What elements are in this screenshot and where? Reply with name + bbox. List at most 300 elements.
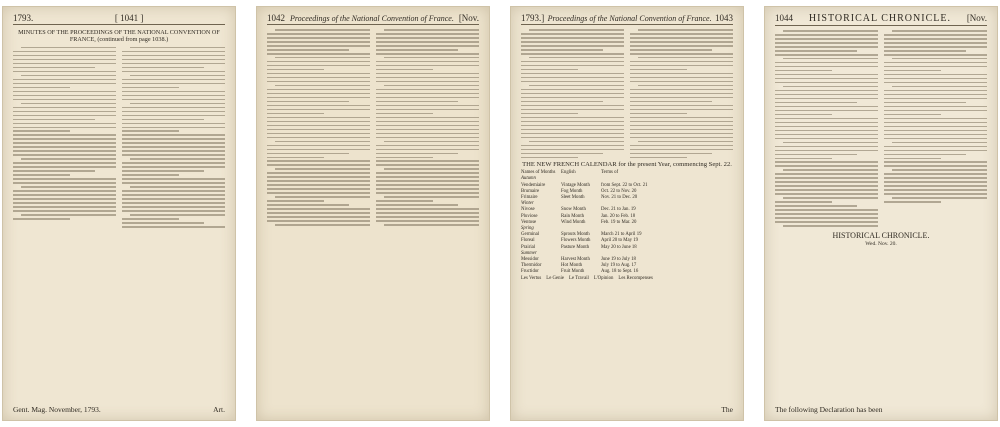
calendar-dates: Nov. 21 to Dec. 20 [601, 194, 638, 200]
page-footer [775, 405, 987, 414]
text-line [630, 97, 733, 99]
text-line [122, 190, 225, 192]
text-line [122, 142, 225, 144]
text-line [275, 29, 370, 31]
page-number: 1044 [775, 13, 793, 23]
text-line [775, 130, 878, 132]
page-number: [ 1041 ] [114, 13, 144, 23]
text-line [521, 101, 603, 103]
text-line [13, 206, 116, 208]
text-line [884, 110, 987, 112]
text-line [376, 188, 479, 190]
text-line [13, 178, 116, 180]
text-line [884, 78, 987, 80]
text-line [630, 49, 712, 51]
text-line [630, 133, 733, 135]
text-line [13, 71, 116, 73]
text-line [775, 38, 878, 40]
text-line [122, 210, 225, 212]
text-line [122, 79, 225, 81]
calendar-dates: Oct. 22 to Nov. 20 [601, 188, 637, 194]
text-line [130, 47, 225, 49]
calendar-english: Rain Month [561, 213, 585, 219]
text-line [630, 121, 733, 123]
text-line [13, 134, 116, 136]
text-line [775, 205, 857, 207]
text-line [13, 130, 70, 132]
calendar-english: Vintage Month [561, 182, 590, 188]
text-line [775, 66, 878, 68]
text-line [775, 122, 878, 124]
text-line [275, 57, 370, 59]
text-line [884, 62, 987, 64]
text-line [267, 145, 370, 147]
page-1044 [764, 6, 998, 421]
text-line [267, 121, 370, 123]
text-line [376, 172, 479, 174]
text-line [21, 186, 116, 188]
page-footer [13, 405, 225, 414]
text-line [529, 85, 624, 87]
text-line [884, 189, 987, 191]
text-line [122, 194, 225, 196]
text-line [884, 94, 987, 96]
text-line [376, 117, 479, 119]
text-line [376, 212, 479, 214]
text-line [267, 37, 370, 39]
text-line [892, 142, 987, 144]
text-line [130, 186, 225, 188]
text-line [376, 101, 458, 103]
text-columns [521, 29, 733, 158]
text-line [521, 77, 624, 79]
text-line [884, 150, 987, 152]
calendar-col-header: Names of Months [521, 170, 556, 176]
text-line [521, 113, 578, 115]
text-line [775, 185, 878, 187]
text-line [21, 75, 116, 77]
text-line [775, 94, 878, 96]
text-line [376, 200, 433, 202]
text-line [376, 145, 479, 147]
text-line [376, 153, 458, 155]
text-line [122, 134, 225, 136]
text-line [775, 50, 857, 52]
text-line [267, 69, 324, 71]
text-line [775, 201, 832, 203]
text-line [267, 33, 370, 35]
text-line [521, 61, 624, 63]
text-line [521, 73, 624, 75]
text-line [122, 138, 225, 140]
running-title: HISTORICAL CHRONICLE. [808, 13, 951, 24]
text-line [630, 73, 733, 75]
text-line [775, 114, 832, 116]
text-line [122, 111, 225, 113]
calendar-name: Brumaire [521, 188, 540, 194]
text-column [521, 29, 624, 158]
text-line [13, 142, 116, 144]
text-line [122, 91, 225, 93]
text-line [13, 99, 116, 101]
text-line [638, 57, 733, 59]
text-line [630, 125, 733, 127]
text-column [884, 30, 987, 227]
text-line [13, 115, 116, 117]
text-line [775, 110, 878, 112]
text-line [630, 37, 733, 39]
text-line [630, 65, 733, 67]
text-line [630, 45, 733, 47]
text-line [122, 178, 225, 180]
text-line [775, 158, 832, 160]
text-line [13, 111, 116, 113]
text-line [630, 149, 733, 151]
catchword: Art. [213, 405, 225, 414]
text-line [122, 119, 204, 121]
catchword: The [721, 405, 733, 414]
calendar-month-row [521, 245, 733, 251]
text-line [884, 158, 941, 160]
text-column [376, 29, 479, 226]
text-line [13, 127, 116, 129]
text-line [275, 85, 370, 87]
text-line [775, 161, 878, 163]
text-line [521, 121, 624, 123]
text-line [122, 83, 225, 85]
text-line [267, 212, 370, 214]
text-line [521, 117, 624, 119]
text-line [529, 57, 624, 59]
text-line [267, 200, 324, 202]
calendar-english: Pasture Month [561, 244, 590, 250]
text-line [884, 42, 987, 44]
calendar-dates: Feb. 19 to Mar. 20 [601, 219, 637, 225]
text-line [384, 196, 479, 198]
calendar-dates: July 19 to Aug. 17 [601, 263, 637, 269]
calendar-name: Fructidor [521, 269, 539, 275]
text-line [13, 51, 116, 53]
text-line [892, 197, 987, 199]
text-line [267, 157, 324, 159]
text-line [13, 162, 116, 164]
text-line [122, 202, 225, 204]
text-line [122, 51, 225, 53]
text-line [267, 45, 370, 47]
text-line [376, 125, 479, 127]
calendar-english: Wind Month [561, 219, 586, 225]
page-1041 [2, 6, 236, 421]
text-line [521, 137, 624, 139]
text-line [376, 65, 479, 67]
text-line [775, 173, 878, 175]
text-line [376, 61, 479, 63]
text-line [884, 138, 987, 140]
text-line [521, 93, 624, 95]
text-line [630, 145, 733, 147]
text-line [783, 58, 878, 60]
text-line [384, 224, 479, 226]
text-line [884, 74, 987, 76]
text-line [521, 97, 624, 99]
text-line [630, 157, 687, 159]
text-line [775, 213, 878, 215]
text-line [630, 117, 733, 119]
article-title: MINUTES OF THE PROCEEDINGS OF THE NATIONAL CONVENTION OF FRANCE, (continued from page 1038.) [18, 29, 220, 44]
text-line [122, 130, 179, 132]
text-line [376, 176, 479, 178]
text-line [130, 214, 225, 216]
sansculottide-name: Le Genie [546, 275, 565, 281]
calendar-english: Fog Month [561, 188, 583, 194]
running-title: Proceedings of the National Convention of France. [289, 14, 454, 23]
text-line [267, 129, 370, 131]
page-header [775, 13, 987, 26]
text-line [376, 137, 479, 139]
text-line [122, 59, 225, 61]
text-line [267, 172, 370, 174]
page-1042 [256, 6, 490, 421]
text-line [783, 197, 878, 199]
text-line [376, 216, 479, 218]
calendar-name: Floreal [521, 238, 535, 244]
text-line [376, 37, 479, 39]
text-line [521, 45, 624, 47]
text-line [13, 198, 116, 200]
text-line [13, 79, 116, 81]
text-line [521, 105, 624, 107]
text-line [376, 180, 479, 182]
text-line [884, 177, 987, 179]
text-line [267, 188, 370, 190]
text-line [13, 59, 116, 61]
text-line [376, 53, 479, 55]
text-line [521, 37, 624, 39]
text-line [630, 109, 733, 111]
section-date: Wed. Nov. 20. [865, 240, 897, 247]
text-line [376, 204, 458, 206]
calendar-dates: June 19 to July 18 [601, 256, 636, 262]
text-line [775, 42, 878, 44]
text-line [783, 30, 878, 32]
calendar-dates: from Sept. 22 to Oct. 21 [601, 182, 648, 188]
text-line [521, 133, 624, 135]
text-line [13, 83, 116, 85]
text-line [376, 164, 479, 166]
text-line [384, 141, 479, 143]
text-line [884, 98, 987, 100]
text-line [521, 49, 603, 51]
text-line [13, 55, 116, 57]
text-line [892, 30, 987, 32]
calendar-english: Harvest Month [561, 256, 590, 262]
page-header [13, 13, 225, 25]
text-line [376, 105, 479, 107]
calendar-dates: May 20 to June 18 [601, 244, 637, 250]
text-line [630, 89, 733, 91]
text-line [884, 161, 987, 163]
text-columns [775, 30, 987, 227]
text-line [122, 127, 225, 129]
calendar-dates: March 21 to April 19 [601, 232, 642, 238]
text-line [13, 166, 116, 168]
last-line: The following Declaration has been [775, 405, 883, 414]
text-columns [267, 29, 479, 226]
text-line [376, 192, 479, 194]
header-month: [Nov. [966, 13, 987, 23]
text-line [630, 105, 733, 107]
text-line [529, 141, 624, 143]
text-line [13, 107, 116, 109]
text-line [630, 61, 733, 63]
text-line [638, 85, 733, 87]
text-line [267, 101, 349, 103]
text-line [884, 106, 987, 108]
text-line [122, 206, 225, 208]
page-number: 1042 [267, 13, 285, 23]
text-line [892, 86, 987, 88]
text-line [376, 184, 479, 186]
text-line [267, 216, 370, 218]
text-line [521, 53, 624, 55]
text-line [13, 190, 116, 192]
text-line [267, 192, 370, 194]
text-line [775, 154, 857, 156]
text-line [376, 49, 458, 51]
sansculottide-name: L'Opinion [593, 275, 614, 281]
text-line [130, 158, 225, 160]
text-line [13, 182, 116, 184]
text-line [775, 146, 878, 148]
text-line [521, 153, 603, 155]
text-line [521, 81, 624, 83]
season-label: Summer [521, 250, 537, 256]
text-line [122, 71, 225, 73]
text-line [267, 149, 370, 151]
text-line [630, 101, 712, 103]
text-line [775, 177, 878, 179]
sansculottide-name: Les Recompenses [618, 275, 653, 281]
text-line [376, 45, 479, 47]
text-line [521, 125, 624, 127]
text-line [775, 62, 878, 64]
text-line [521, 69, 578, 71]
text-line [267, 73, 370, 75]
text-line [521, 129, 624, 131]
text-line [122, 150, 225, 152]
text-line [884, 34, 987, 36]
text-line [122, 218, 179, 220]
text-line [884, 90, 987, 92]
text-line [376, 77, 479, 79]
text-line [376, 33, 479, 35]
text-line [884, 146, 987, 148]
text-line [775, 54, 878, 56]
calendar-dates: Aug. 18 to Sept. 16 [601, 269, 639, 275]
text-line [267, 160, 370, 162]
text-line [521, 157, 578, 159]
text-line [783, 169, 878, 171]
text-line [376, 129, 479, 131]
calendar-english: Sprouts Month [561, 232, 590, 238]
calendar-name: Thermidor [521, 263, 542, 269]
calendar-name: Messidor [521, 256, 539, 262]
text-line [521, 33, 624, 35]
calendar-dates: April 20 to May 19 [601, 238, 639, 244]
text-line [21, 214, 116, 216]
text-line [13, 154, 116, 156]
text-line [122, 170, 204, 172]
text-line [122, 198, 225, 200]
text-line [884, 54, 987, 56]
calendar-title: THE NEW FRENCH CALENDAR for the present Year, commencing Sept. 22. [522, 161, 732, 169]
text-line [13, 63, 116, 65]
text-line [884, 46, 987, 48]
calendar-name: Vendemiaire [521, 182, 546, 188]
calendar-name: Frimaire [521, 194, 538, 200]
text-line [630, 153, 712, 155]
text-line [884, 201, 941, 203]
text-line [275, 224, 370, 226]
text-line [122, 166, 225, 168]
calendar-month-row [521, 195, 733, 201]
text-line [130, 103, 225, 105]
text-line [884, 118, 987, 120]
header-year: 1793. [13, 13, 34, 23]
text-column [267, 29, 370, 226]
text-line [267, 41, 370, 43]
text-line [884, 66, 987, 68]
text-line [775, 221, 878, 223]
calendar-header [521, 170, 733, 176]
calendar-name: Nivose [521, 207, 535, 213]
text-line [884, 70, 941, 72]
text-line [122, 115, 225, 117]
text-line [630, 41, 733, 43]
text-column [775, 30, 878, 227]
text-line [384, 85, 479, 87]
text-line [267, 153, 349, 155]
text-line [267, 113, 324, 115]
text-line [13, 95, 116, 97]
text-line [884, 154, 966, 156]
calendar-english: Fruit Month [561, 269, 585, 275]
text-line [521, 149, 624, 151]
text-line [267, 117, 370, 119]
text-line [521, 41, 624, 43]
text-line [267, 220, 370, 222]
text-line [376, 149, 479, 151]
text-line [775, 118, 878, 120]
calendar-month-row [521, 220, 733, 226]
text-line [130, 75, 225, 77]
calendar-table [521, 176, 733, 275]
text-line [376, 89, 479, 91]
text-line [775, 78, 878, 80]
text-line [122, 55, 225, 57]
calendar-english: Snow Month [561, 207, 586, 213]
text-line [122, 67, 204, 69]
text-line [884, 102, 966, 104]
text-line [775, 74, 878, 76]
calendar-name: Germinal [521, 232, 540, 238]
text-line [267, 180, 370, 182]
text-line [21, 103, 116, 105]
text-line [267, 105, 370, 107]
text-line [384, 57, 479, 59]
text-line [638, 29, 733, 31]
text-line [13, 150, 116, 152]
